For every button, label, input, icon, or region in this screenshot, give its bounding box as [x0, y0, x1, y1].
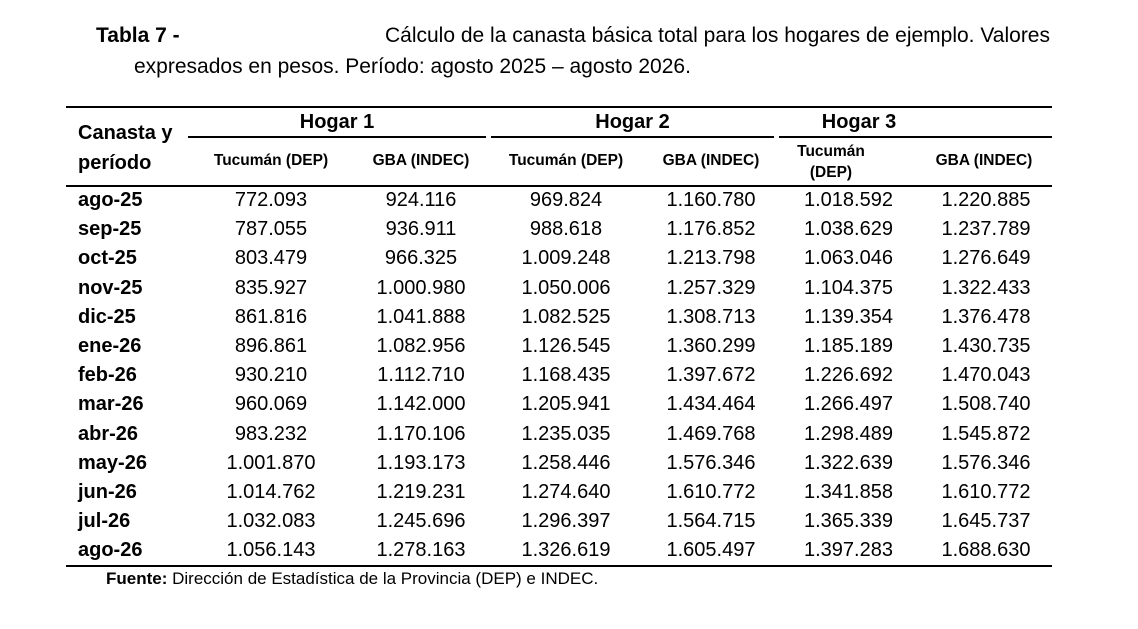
table-cell: 1.258.446: [521, 451, 611, 474]
table-cell: 1.213.798: [666, 247, 756, 270]
table-row: [66, 361, 1061, 390]
table-cell: 1.376.478: [941, 305, 1031, 328]
table-cell: 1.219.231: [376, 480, 466, 503]
table-cell: 1.142.000: [376, 393, 466, 416]
table-cell: 966.325: [384, 247, 458, 270]
table-cell: 1.274.640: [521, 480, 611, 503]
table-cell: 1.257.329: [666, 276, 756, 299]
subheader-h1-gba: GBA (INDEC): [372, 152, 470, 169]
table-cell: 1.041.888: [376, 305, 466, 328]
table-cell: 1.278.163: [376, 539, 466, 562]
table-cell: 1.266.497: [804, 393, 893, 416]
table-cell: 1.322.433: [941, 276, 1031, 299]
table-cell: 988.618: [529, 218, 603, 241]
table-cell: 1.038.629: [804, 218, 893, 241]
table-cell: 835.927: [234, 276, 308, 299]
table-row: [66, 420, 1061, 449]
table-cell: 787.055: [234, 218, 308, 241]
table-cell: 1.139.354: [804, 305, 893, 328]
table-cell: 1.469.768: [666, 422, 756, 445]
subheader-h2-tucuman: Tucumán (DEP): [508, 152, 624, 169]
table-cell: 1.298.489: [804, 422, 893, 445]
caption-label: Tabla 7 -: [96, 24, 180, 47]
table-cell: 1.610.772: [666, 480, 756, 503]
table-caption: [96, 20, 1050, 82]
table-cell: 1.112.710: [377, 364, 465, 387]
table-cell: 1.205.941: [521, 393, 611, 416]
row-period: abr-26: [78, 422, 139, 445]
group-rule-hogar-2: [491, 136, 774, 138]
table-cell: 1.576.346: [941, 451, 1031, 474]
row-period: may-26: [78, 451, 147, 474]
row-period: sep-25: [78, 218, 142, 241]
table-row: [66, 244, 1061, 273]
table-cell: 1.296.397: [521, 510, 611, 533]
table-cell: 1.605.497: [666, 539, 756, 562]
table-cell: 969.824: [529, 189, 603, 212]
table-cell: 1.610.772: [941, 480, 1031, 503]
table-cell: 1.001.870: [226, 451, 316, 474]
data-table: [66, 186, 1061, 565]
table-cell: 1.160.780: [666, 189, 756, 212]
table-cell: 960.069: [234, 393, 308, 416]
table-row: [66, 274, 1061, 303]
table-cell: 1.063.046: [804, 247, 893, 270]
table-cell: 1.170.106: [376, 422, 466, 445]
table-cell: 1.104.375: [804, 276, 893, 299]
table-cell: 1.365.339: [804, 510, 893, 533]
table-cell: 1.397.283: [804, 539, 893, 562]
table-cell: 1.018.592: [804, 189, 893, 212]
subheader-h3-gba: GBA (INDEC): [935, 152, 1033, 169]
data-table-body: [66, 186, 1061, 565]
stub-header: [78, 118, 173, 178]
table-cell: 1.082.525: [521, 305, 611, 328]
table-cell: 924.116: [385, 189, 457, 212]
table-row: [66, 215, 1061, 244]
row-period: dic-25: [78, 305, 136, 328]
table-cell: 1.322.639: [804, 451, 893, 474]
table-row: [66, 449, 1061, 478]
table-cell: 1.308.713: [666, 305, 756, 328]
table-cell: 1.009.248: [521, 247, 611, 270]
table-cell: 1.688.630: [941, 539, 1031, 562]
subheader-h1-tucuman: Tucumán (DEP): [213, 152, 329, 169]
source-text: Dirección de Estadística de la Provincia (DEP) e INDEC.: [167, 569, 599, 588]
group-header-hogar-2: Hogar 2: [595, 111, 670, 133]
source-note: [106, 569, 598, 589]
table-cell: 1.645.737: [941, 510, 1031, 533]
stub-header-line2: período: [78, 152, 152, 174]
table-row: [66, 303, 1061, 332]
source-label: Fuente:: [106, 569, 168, 588]
row-period: mar-26: [78, 393, 144, 416]
table-cell: 1.235.035: [521, 422, 611, 445]
table-cell: 1.545.872: [941, 422, 1031, 445]
table-row: [66, 478, 1061, 507]
table-cell: 1.430.735: [941, 335, 1031, 358]
table-cell: 1.126.545: [521, 335, 611, 358]
row-period: ene-26: [78, 335, 142, 358]
table-cell: 1.341.858: [804, 480, 893, 503]
table-cell: 1.220.885: [941, 189, 1031, 212]
table-cell: 983.232: [234, 422, 308, 445]
row-period: ago-26: [78, 539, 143, 562]
caption-text-line1: Cálculo de la canasta básica total para los hogares de ejemplo. Valores: [384, 24, 1050, 47]
table-row: [66, 507, 1061, 536]
table-cell: 1.082.956: [376, 335, 466, 358]
table-cell: 1.434.464: [666, 393, 756, 416]
table-cell: 930.210: [234, 364, 308, 387]
caption-text-line2: expresados en pesos. Período: agosto 2025 – agosto 2026.: [134, 55, 691, 78]
subheader-h2-gba: GBA (INDEC): [662, 152, 760, 169]
row-period: oct-25: [78, 247, 137, 270]
table-cell: 1.185.189: [804, 335, 893, 358]
table-cell: 1.032.083: [226, 510, 316, 533]
group-rule-hogar-1: [188, 136, 486, 138]
row-period: nov-25: [78, 276, 143, 299]
table-cell: 803.479: [234, 247, 308, 270]
table-cell: 936.911: [385, 218, 457, 241]
table-cell: 772.093: [234, 189, 308, 212]
table-cell: 1.397.672: [666, 364, 756, 387]
top-rule: [66, 106, 1052, 108]
subheader-h3-tucuman: Tucumán (DEP): [797, 143, 865, 181]
table-cell: 1.056.143: [226, 539, 316, 562]
row-period: jul-26: [78, 510, 131, 533]
table-cell: 861.816: [234, 305, 308, 328]
table-cell: 1.000.980: [376, 276, 466, 299]
table-cell: 1.360.299: [666, 335, 756, 358]
table-cell: 1.193.173: [376, 451, 466, 474]
table-cell: 1.564.715: [666, 510, 756, 533]
table-cell: 896.861: [234, 335, 308, 358]
table-cell: 1.576.346: [666, 451, 756, 474]
table-cell: 1.245.696: [376, 510, 466, 533]
table-row: [66, 332, 1061, 361]
row-period: jun-26: [78, 480, 137, 503]
group-header-hogar-1: Hogar 1: [299, 111, 375, 133]
row-period: feb-26: [78, 364, 137, 387]
table-cell: 1.168.435: [521, 364, 611, 387]
table-cell: 1.176.852: [666, 218, 756, 241]
table-cell: 1.014.762: [226, 480, 316, 503]
table-cell: 1.226.692: [804, 364, 893, 387]
stub-header-line1: Canasta y: [78, 122, 173, 144]
table-cell: 1.470.043: [941, 364, 1031, 387]
table-row: [66, 186, 1061, 215]
table-row: [66, 390, 1061, 419]
table-cell: 1.508.740: [941, 393, 1031, 416]
table-row: [66, 536, 1061, 565]
group-header-hogar-3: Hogar 3: [821, 111, 897, 133]
row-period: ago-25: [78, 189, 143, 212]
table-cell: 1.326.619: [521, 539, 611, 562]
table-cell: 1.276.649: [941, 247, 1031, 270]
table-cell: 1.237.789: [941, 218, 1031, 241]
table-cell: 1.050.006: [521, 276, 611, 299]
group-rule-hogar-3: [779, 136, 1052, 138]
